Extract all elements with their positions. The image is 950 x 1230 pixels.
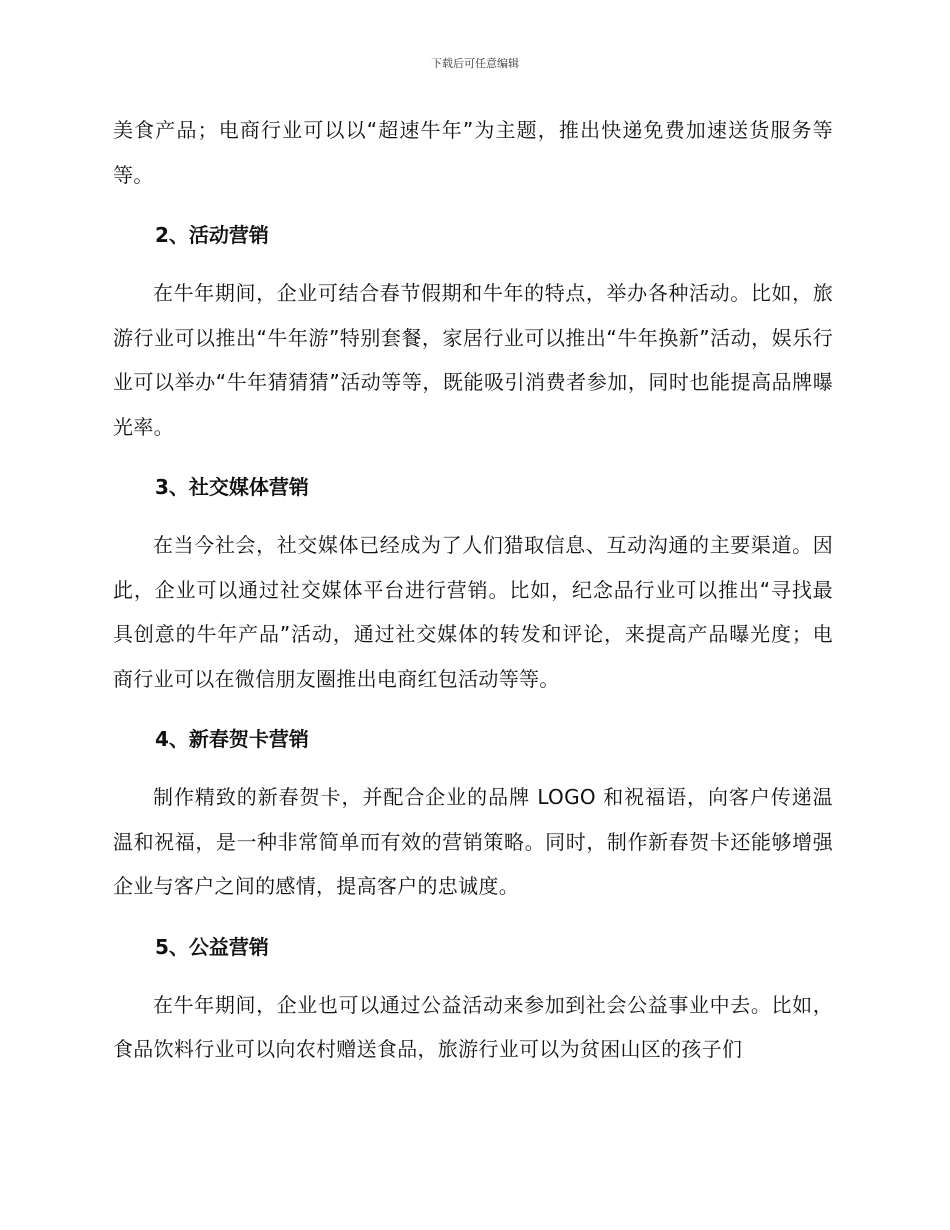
section-3-heading: 3、社交媒体营销 — [155, 475, 309, 499]
section-2-heading: 2、活动营销 — [155, 223, 269, 247]
document-body — [113, 108, 833, 1072]
section-5-heading: 5、公益营销 — [155, 934, 269, 959]
section-4-paragraph: 制作精致的新春贺卡，并配合企业的品牌 LOGO 和祝福语，向客户传递温温和祝福，是一种非常简单而有效的营销策略。同时，制作新春贺卡还能够增强企业与客户之间的感情，提高客户的忠诚度。 — [113, 785, 833, 898]
page-header-note: 下载后可任意编辑 — [431, 57, 519, 70]
section-4-heading: 4、新春贺卡营销 — [155, 727, 309, 751]
section-2-paragraph: 在牛年期间，企业可结合春节假期和牛年的特点，举办各种活动。比如，旅游行业可以推出“牛年游”特别套餐，家居行业可以推出“牛年换新”活动，娱乐行业可以举办“牛年猜猜猜”活动等等，既能吸引消费者参加，同时也能提高品牌曝光率。 — [113, 281, 833, 439]
intro-continuation-paragraph: 美食产品；电商行业可以以“超速牛年”为主题，推出快递免费加速送货服务等等。 — [113, 118, 833, 187]
section-5-paragraph: 在牛年期间，企业也可以通过公益活动来参加到社会公益事业中去。比如，食品饮料行业可以向农村赠送食品，旅游行业可以为贫困山区的孩子们 — [113, 992, 833, 1061]
section-3-paragraph: 在当今社会，社交媒体已经成为了人们猎取信息、互动沟通的主要渠道。因此，企业可以通过社交媒体平台进行营销。比如，纪念品行业可以推出“寻找最具创意的牛年产品”活动，通过社交媒体的转发和评论，来提高产品曝光度；电商行业可以在微信朋友圈推出电商红包活动等等。 — [113, 533, 833, 691]
